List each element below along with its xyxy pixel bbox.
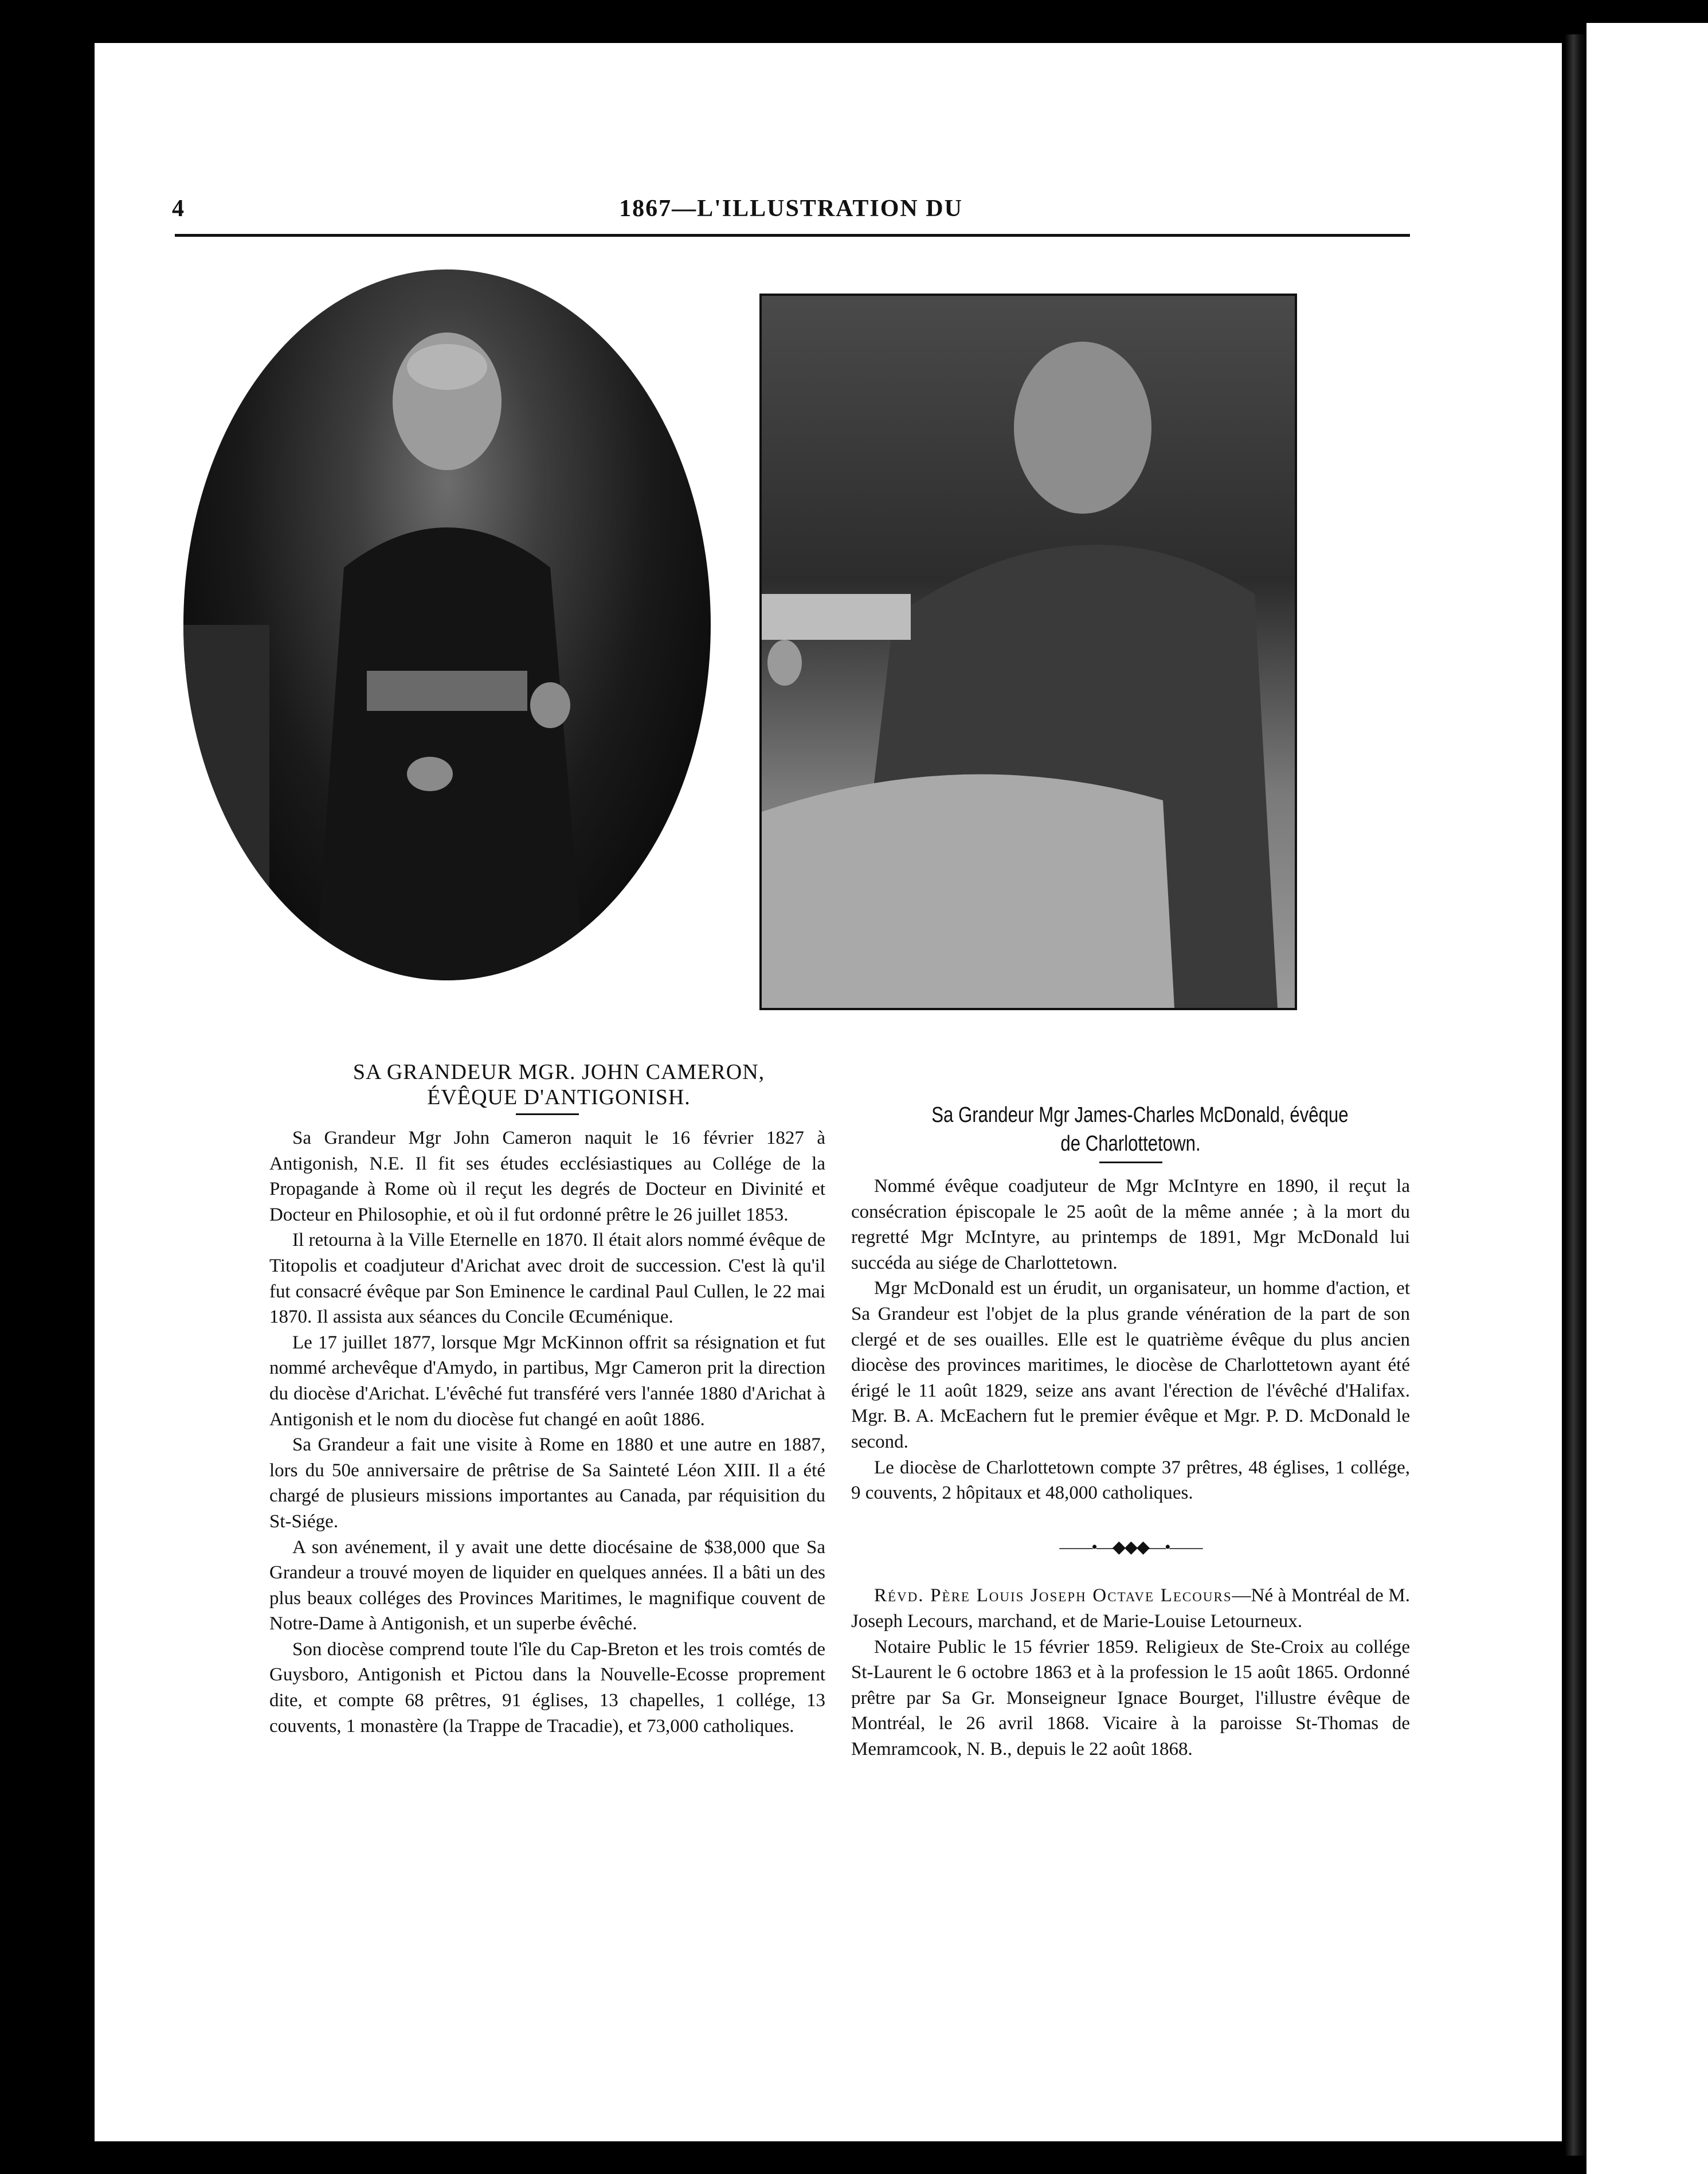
caption-cameron-line2: ÉVÊQUE D'ANTIGONISH. [427, 1085, 691, 1109]
page-header [172, 195, 1410, 227]
caption-rule [1099, 1162, 1162, 1163]
page-number: 4 [172, 195, 184, 222]
left-column [269, 1059, 825, 1739]
paragraph: Le 17 juillet 1877, lorsque Mgr McKinnon offrit sa résignation et fut nommé archevêque d'Amydo, in partibus, Mgr Cameron prit la direction du diocèse d'Arichat. L'évêché fut transféré vers l'année 1880 d'Arichat à Antigonish et le nom du diocèse fut changé en août 1886. [269, 1332, 825, 1430]
paragraph: A son avénement, il y avait une dette diocésaine de $38,000 que Sa Grandeur a trouvé moyen de liquider en quelques années. Il a bâti un des plus beaux colléges des Provinces Maritimes, le magnifique couvent de Notre-Dame à Antigonish, et un superbe évêché. [269, 1536, 825, 1635]
paragraph-lecours-intro [851, 1583, 1410, 1634]
lecours-name: Révd. Père Louis Joseph Octave Lecours [874, 1585, 1232, 1606]
caption-mcdonald: Sa Grandeur Mgr James-Charles McDonald, évêque de Charlottetown. [931, 1103, 1349, 1156]
paragraph: Sa Grandeur Mgr John Cameron naquit le 16 février 1827 à Antigonish, N.E. Il fit ses études ecclésiastiques au Collége de la Propagande à Rome où il reçut les degrés de Docteur en Divinité et Docteur en Philosophie, et où il fut ordonné prêtre le 26 juillet 1853. [269, 1128, 825, 1225]
header-rule [175, 234, 1410, 237]
paragraph: Son diocèse comprend toute l'île du Cap-Breton et les trois comtés de Guysboro, Antigonish et Pictou dans la Nouvelle-Ecosse proprement dite, et compte 68 prêtres, 91 églises, 13 chapelles, 1 collége, 13 couvents, 1 monastère (la Trappe de Tracadie), et 73,000 catholiques. [269, 1639, 825, 1737]
next-page-edge [1586, 23, 1708, 2174]
caption-rule [516, 1113, 579, 1115]
paragraph: Sa Grandeur a fait une visite à Rome en 1880 et une autre en 1887, lors du 50e anniversaire de prêtrise de Sa Sainteté Léon XIII. Il a été chargé de plusieurs missions importantes au Canada, par réquisition du St-Siége. [269, 1434, 825, 1532]
paragraph: Mgr McDonald est un érudit, un organisateur, un homme d'action, et Sa Grandeur est l'objet de la plus grande vénération de la part de son clergé et de ses ouailles. Elle est le quatrième évêque du plus ancien diocèse des provinces maritimes, le diocèse de Charlottetown ayant été érigé le 11 août 1829, seize ans avant l'érection de l'évêché d'Halifax. Mgr. B. A. McEachern fut le premier évêque et Mgr. P. D. McDonald le second. [851, 1278, 1410, 1452]
caption-cameron-line1: SA GRANDEUR MGR. JOHN CAMERON, [352, 1060, 765, 1084]
portrait-figure [183, 269, 711, 980]
right-column [851, 1101, 1410, 1762]
portrait-figure [762, 296, 1295, 1008]
section-ornament: ——•—◆◆◆—•—— [1059, 1537, 1202, 1557]
binding-edge [1565, 34, 1586, 2156]
portrait-john-cameron [183, 269, 711, 980]
paragraph: Il retourna à la Ville Eternelle en 1870. Il était alors nommé évêque de Titopolis et coadjuteur d'Arichat avec droit de succession. C'est là qu'il fut consacré évêque par Son Eminence le cardinal Paul Cullen, le 22 mai 1870. Il assista aux séances du Concile Œcuménique. [269, 1230, 825, 1328]
portrait-james-charles-mcdonald [759, 294, 1297, 1010]
paragraph: Le diocèse de Charlottetown compte 37 prêtres, 48 églises, 1 collége, 9 couvents, 2 hôpitaux et 48,000 catholiques. [851, 1457, 1410, 1504]
paragraph: Notaire Public le 15 février 1859. Religieux de Ste-Croix au collége St-Laurent le 6 octobre 1863 et à la profession le 15 août 1865. Ordonné prêtre par Sa Gr. Monseigneur Ignace Bourget, l'illustre évêque de Montréal, le 26 avril 1868. Vicaire à la paroisse St-Thomas de Memramcook, N. B., depuis le 22 août 1868. [851, 1636, 1410, 1759]
paragraph: Nommé évêque coadjuteur de Mgr McIntyre en 1890, il reçut la consécration épiscopale le 25 août de la même année ; à la mort du regretté Mgr McIntyre, au printemps de 1891, Mgr McDonald lui succéda au siége de Charlottetown. [851, 1176, 1410, 1273]
lecours-intro-text: —Né à Montréal de M. Joseph Lecours, marchand, et de Marie-Louise Letourneux. [851, 1585, 1411, 1632]
running-head: 1867—L'ILLUSTRATION DU [619, 195, 963, 222]
